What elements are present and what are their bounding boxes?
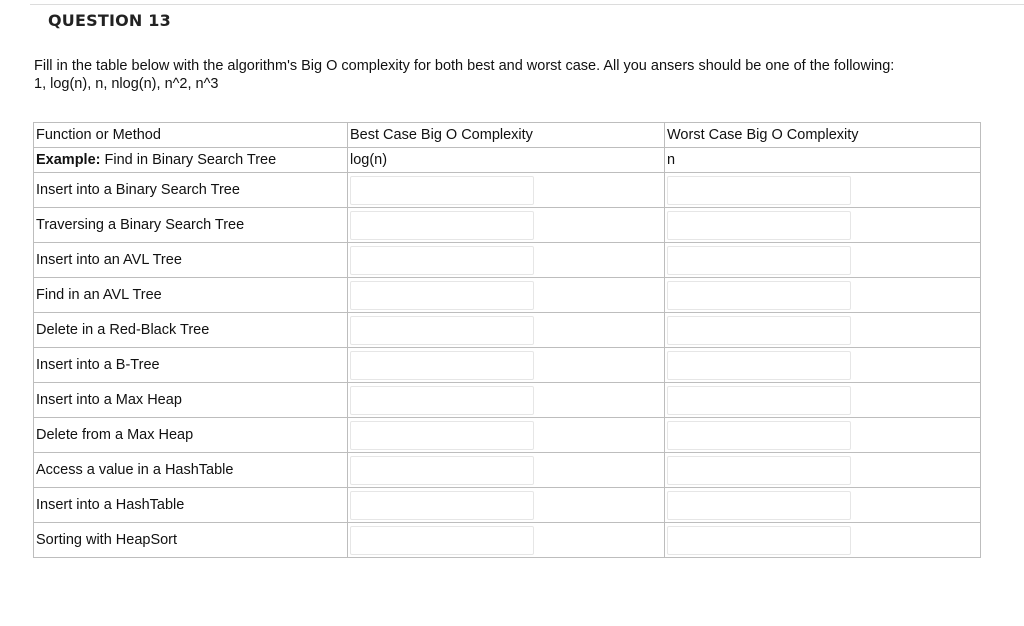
worst-case-cell — [665, 418, 981, 453]
method-name: Insert into a B-Tree — [34, 348, 348, 383]
best-case-answer-input[interactable] — [350, 351, 534, 380]
header-function-or-method: Function or Method — [34, 123, 348, 148]
best-case-cell — [348, 383, 665, 418]
best-case-answer-input[interactable] — [350, 281, 534, 310]
table-row — [34, 173, 981, 208]
question-instructions — [34, 57, 994, 93]
worst-case-answer-input[interactable] — [667, 421, 851, 450]
best-case-answer-input[interactable] — [350, 456, 534, 485]
question-title: QUESTION 13 — [48, 11, 171, 30]
best-case-cell — [348, 313, 665, 348]
worst-case-cell — [665, 383, 981, 418]
method-name: Traversing a Binary Search Tree — [34, 208, 348, 243]
table-row — [34, 348, 981, 383]
table-row — [34, 313, 981, 348]
table-row — [34, 208, 981, 243]
top-divider — [30, 4, 1024, 5]
method-name: Delete from a Max Heap — [34, 418, 348, 453]
best-case-cell — [348, 523, 665, 558]
worst-case-cell — [665, 208, 981, 243]
method-name: Insert into a HashTable — [34, 488, 348, 523]
method-name: Find in an AVL Tree — [34, 278, 348, 313]
method-name: Insert into a Max Heap — [34, 383, 348, 418]
table-row — [34, 523, 981, 558]
table-row — [34, 418, 981, 453]
instructions-line-2: 1, log(n), n, nlog(n), n^2, n^3 — [34, 76, 219, 92]
best-case-cell — [348, 453, 665, 488]
worst-case-cell — [665, 313, 981, 348]
instructions-line-1: Fill in the table below with the algorithm's Big O complexity for both best and worst case. All you ansers should be one of the following: — [34, 58, 895, 74]
worst-case-answer-input[interactable] — [667, 176, 851, 205]
best-case-answer-input[interactable] — [350, 421, 534, 450]
best-case-answer-input[interactable] — [350, 386, 534, 415]
worst-case-cell — [665, 243, 981, 278]
worst-case-answer-input[interactable] — [667, 526, 851, 555]
method-name: Sorting with HeapSort — [34, 523, 348, 558]
best-case-answer-input[interactable] — [350, 246, 534, 275]
worst-case-answer-input[interactable] — [667, 456, 851, 485]
worst-case-answer-input[interactable] — [667, 351, 851, 380]
table-row — [34, 383, 981, 418]
best-case-answer-input[interactable] — [350, 316, 534, 345]
example-method: Find in Binary Search Tree — [104, 152, 277, 168]
worst-case-cell — [665, 278, 981, 313]
worst-case-cell — [665, 523, 981, 558]
table-header-row — [34, 123, 981, 148]
method-name: Delete in a Red-Black Tree — [34, 313, 348, 348]
worst-case-answer-input[interactable] — [667, 211, 851, 240]
best-case-cell — [348, 348, 665, 383]
best-case-cell — [348, 418, 665, 453]
worst-case-answer-input[interactable] — [667, 281, 851, 310]
table-row — [34, 453, 981, 488]
header-best-case: Best Case Big O Complexity — [348, 123, 665, 148]
example-method-cell — [34, 148, 348, 173]
best-case-cell — [348, 173, 665, 208]
best-case-cell — [348, 208, 665, 243]
header-worst-case: Worst Case Big O Complexity — [665, 123, 981, 148]
table-row — [34, 278, 981, 313]
worst-case-answer-input[interactable] — [667, 386, 851, 415]
example-label: Example: — [36, 152, 101, 168]
best-case-cell — [348, 278, 665, 313]
example-worst-case: n — [665, 148, 981, 173]
worst-case-cell — [665, 488, 981, 523]
complexity-table — [33, 122, 981, 558]
worst-case-cell — [665, 348, 981, 383]
best-case-cell — [348, 243, 665, 278]
table-row — [34, 488, 981, 523]
best-case-answer-input[interactable] — [350, 491, 534, 520]
best-case-answer-input[interactable] — [350, 211, 534, 240]
worst-case-answer-input[interactable] — [667, 246, 851, 275]
worst-case-cell — [665, 173, 981, 208]
worst-case-answer-input[interactable] — [667, 316, 851, 345]
example-row — [34, 148, 981, 173]
best-case-cell — [348, 488, 665, 523]
example-best-case: log(n) — [348, 148, 665, 173]
best-case-answer-input[interactable] — [350, 526, 534, 555]
worst-case-cell — [665, 453, 981, 488]
method-name: Access a value in a HashTable — [34, 453, 348, 488]
method-name: Insert into an AVL Tree — [34, 243, 348, 278]
best-case-answer-input[interactable] — [350, 176, 534, 205]
table-row — [34, 243, 981, 278]
worst-case-answer-input[interactable] — [667, 491, 851, 520]
method-name: Insert into a Binary Search Tree — [34, 173, 348, 208]
